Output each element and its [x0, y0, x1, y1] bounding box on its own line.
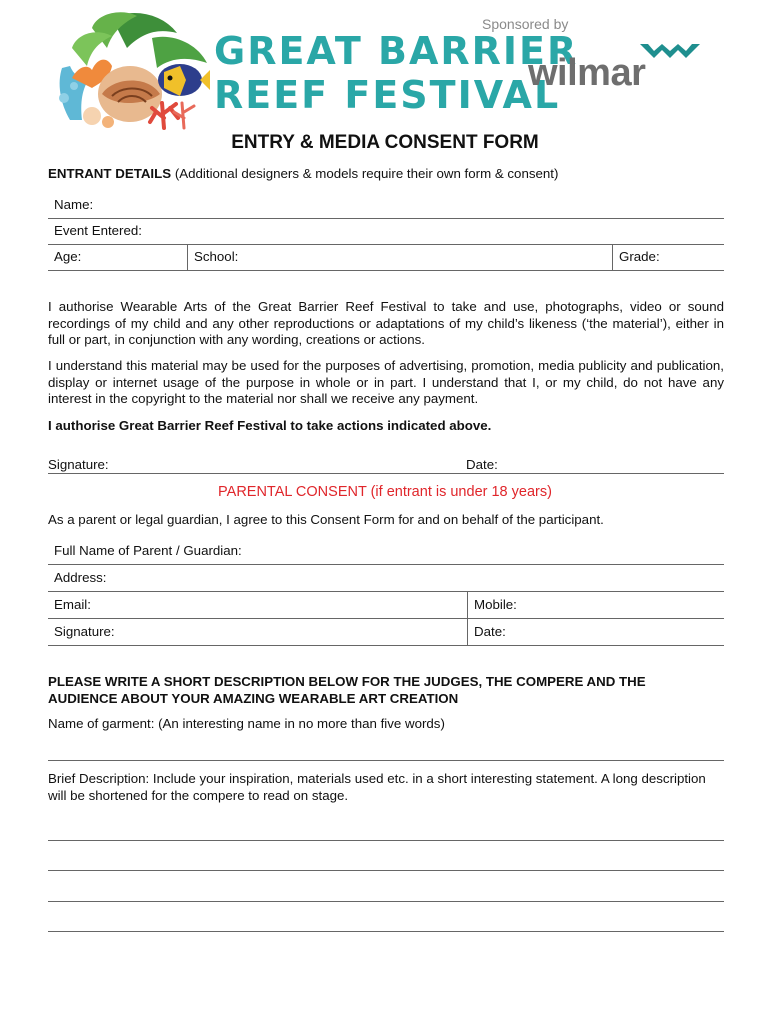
festival-title [214, 29, 579, 117]
email-mobile-row [48, 592, 724, 619]
authorise-statement: I authorise Great Barrier Reef Festival to take actions indicated above. [48, 418, 492, 433]
guardian-name-field[interactable] [48, 538, 724, 565]
sponsor-logo: wilmar [528, 52, 646, 94]
parent-date-field[interactable] [468, 619, 724, 645]
description-heading [48, 674, 646, 707]
description-line[interactable] [48, 870, 724, 871]
event-entered-label: Event Entered: [54, 223, 142, 238]
parent-signature-field[interactable] [48, 619, 468, 645]
age-field[interactable] [48, 244, 188, 270]
mobile-label: Mobile: [474, 597, 517, 612]
entrant-heading-bold: ENTRANT DETAILS [48, 166, 172, 181]
school-field[interactable] [188, 244, 612, 270]
parent-date-label: Date: [474, 624, 506, 639]
guardian-name-label: Full Name of Parent / Guardian: [54, 543, 242, 558]
entrant-heading-note: (Additional designers & models require their own form & consent) [174, 166, 559, 181]
consent-paragraph-1: I authorise Wearable Arts of the Great Barrier Reef Festival to take and use, photographs, video or sound recordings of my child and any other reproductions or adaptations of my child’s likeness (‘the material’), either in full or part, in conjunction with any wording, creations or actions. [48, 299, 724, 347]
description-line[interactable] [48, 901, 724, 902]
grade-field[interactable] [613, 244, 724, 270]
description-line[interactable] [48, 931, 724, 932]
form-title: ENTRY & MEDIA CONSENT FORM [231, 132, 539, 153]
description-line[interactable] [48, 840, 724, 841]
mobile-field[interactable] [468, 592, 724, 618]
brief-description-label: Brief Description: Include your inspiration, materials used etc. in a short interesting statement. A long description will be shortened for the compere to read on stage. [48, 771, 706, 803]
sponsored-by-label: Sponsored by [482, 16, 569, 32]
sponsor-logo-mark-icon [640, 42, 700, 62]
festival-title-line1: GREAT BARRIER [214, 29, 579, 73]
age-school-grade-row [48, 244, 724, 271]
email-label: Email: [54, 597, 91, 612]
festival-logo-artwork [52, 8, 212, 133]
garment-name-label: Name of garment: (An interesting name in no more than five words) [48, 716, 445, 731]
garment-name-line[interactable] [48, 760, 724, 761]
email-field[interactable] [48, 592, 468, 618]
parent-signature-label: Signature: [54, 624, 115, 639]
consent-paragraph-2: I understand this material may be used for the purposes of advertising, promotion, media publicity and publication, display or internet usage of the purpose in whole or in part. I understand that I, or my child, do not have any interest in the copyright to the material nor shall we receive any payment. [48, 358, 724, 406]
address-field[interactable] [48, 565, 724, 592]
description-heading-line2: AUDIENCE ABOUT YOUR AMAZING WEARABLE ART CREATION [48, 690, 459, 706]
parental-statement: As a parent or legal guardian, I agree to this Consent Form for and on behalf of the participant. [48, 512, 604, 527]
entrant-signature-label: Signature: [48, 457, 109, 472]
festival-title-line2: REEF FESTIVAL [214, 73, 561, 117]
entrant-date-label: Date: [466, 457, 498, 472]
description-heading-line1: PLEASE WRITE A SHORT DESCRIPTION BELOW FOR THE JUDGES, THE COMPERE AND THE [48, 674, 646, 689]
name-label: Name: [54, 197, 94, 212]
age-label: Age: [54, 249, 82, 264]
address-label: Address: [54, 570, 107, 585]
school-label: School: [194, 249, 239, 264]
grade-label: Grade: [619, 249, 660, 264]
event-entered-field[interactable] [48, 218, 724, 245]
entrant-details-heading [48, 166, 558, 181]
name-field[interactable] [48, 192, 724, 219]
entrant-signature-line[interactable] [48, 473, 724, 474]
parental-consent-heading: PARENTAL CONSENT (if entrant is under 18 years) [218, 484, 552, 500]
parent-signature-date-row [48, 619, 724, 646]
